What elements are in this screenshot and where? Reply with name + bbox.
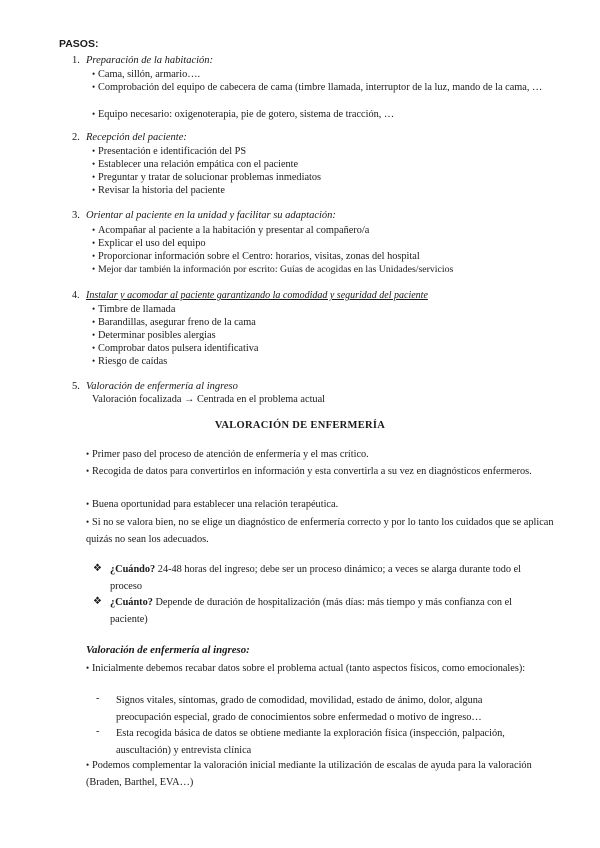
valoracion-title: VALORACIÓN DE ENFERMERÍA: [214, 420, 386, 431]
cuando-item: ¿Cuándo? 24-48 horas del ingreso; debe ser un proceso dinámico; a veces se alarga durante todo el proceso: [110, 564, 522, 592]
section-4-item: • Barandillas, asegurar freno de la cama: [92, 317, 256, 328]
valoracion-focalizada-note: Valoración focalizada → Centrada en el problema actual: [92, 394, 326, 405]
section-2-item: • Revisar la historia del paciente: [92, 185, 225, 196]
dash-bullet-icon: -: [96, 726, 100, 737]
valoracion-point: • Si no se valora bien, no se elige un diagnóstico de enfermería correcto y por lo tanto los cuidados que se aplican quizás no sean los adecuados.: [86, 517, 554, 545]
ingreso-dash-item: Esta recogida básica de datos se obtiene mediante la exploración física (inspección, palpación, auscultación) y entrevista clínica: [116, 728, 505, 756]
pasos-title: PASOS:: [59, 38, 99, 50]
diamond-bullet-icon: ❖: [93, 563, 102, 574]
valoracion-point: • Recogida de datos para convertirlos en información y esta convertirla a su vez en diagnósticos enfermeros.: [86, 466, 532, 477]
ingreso-final: • Podemos complementar la valoración inicial mediante la utilización de escalas de ayuda para la valoración (Braden, Barthel, EVA…): [86, 760, 532, 788]
section-2-heading: 2. Recepción del paciente:: [72, 132, 187, 143]
section-1-item: • Cama, sillón, armario….: [92, 69, 201, 80]
right-arrow-icon: →: [184, 394, 195, 405]
section-2-item: • Preguntar y tratar de solucionar problemas inmediatos: [92, 172, 322, 183]
section-4-heading: 4. Instalar y acomodar al paciente garantizando la comodidad y seguridad del paciente: [72, 290, 428, 301]
section-1-item: • Comprobación del equipo de cabecera de cama (timbre llamada, interruptor de la luz, mando de la cama, …: [92, 82, 543, 93]
section-2-item: • Presentación e identificación del PS: [92, 146, 247, 157]
diamond-bullet-icon: ❖: [93, 596, 102, 607]
section-4-item: • Timbre de llamada: [92, 304, 176, 315]
valoracion-point: • Primer paso del proceso de atención de enfermería y el mas crítico.: [86, 449, 369, 460]
section-4-item: • Determinar posibles alergias: [92, 330, 216, 341]
dash-bullet-icon: -: [96, 693, 100, 704]
section-5-heading: 5. Valoración de enfermería al ingreso: [72, 381, 238, 392]
section-2-item: • Establecer una relación empática con el paciente: [92, 159, 299, 170]
ingreso-heading: Valoración de enfermería al ingreso:: [86, 644, 250, 656]
ingreso-intro: • Inicialmente debemos recabar datos sobre el problema actual (tanto aspectos físicos, como emocionales):: [86, 663, 526, 674]
section-3-item: • Proporcionar información sobre el Centro: horarios, visitas, zonas del hospital: [92, 251, 420, 262]
valoracion-point: • Buena oportunidad para establecer una relación terapéutica.: [86, 499, 339, 510]
section-4-item: • Comprobar datos pulsera identificativa: [92, 343, 259, 354]
section-3-item: • Acompañar al paciente a la habitación y presentar al compañero/a: [92, 225, 370, 236]
section-3-item: • Explicar el uso del equipo: [92, 238, 206, 249]
section-3-heading: 3. Orientar al paciente en la unidad y facilitar su adaptación:: [72, 210, 336, 221]
section-1-heading: 1. Preparación de la habitación:: [72, 55, 214, 66]
ingreso-dash-item: Signos vitales, síntomas, grado de comodidad, movilidad, estado de ánimo, dolor, alguna preocupación especial, grado de conocimientos sobre enfermedad o motivo de ingreso…: [116, 695, 483, 723]
section-4-item: • Riesgo de caídas: [92, 356, 168, 367]
cuanto-item: ¿Cuánto? Depende de duración de hospitalización (más días: más tiempo y más confianza con el paciente): [110, 597, 513, 625]
section-1-item: • Equipo necesario: oxigenoterapia, pie de gotero, sistema de tracción, …: [92, 109, 395, 120]
section-3-item: • Mejor dar también la información por escrito: Guías de acogidas en las Unidades/servicios: [92, 264, 454, 275]
